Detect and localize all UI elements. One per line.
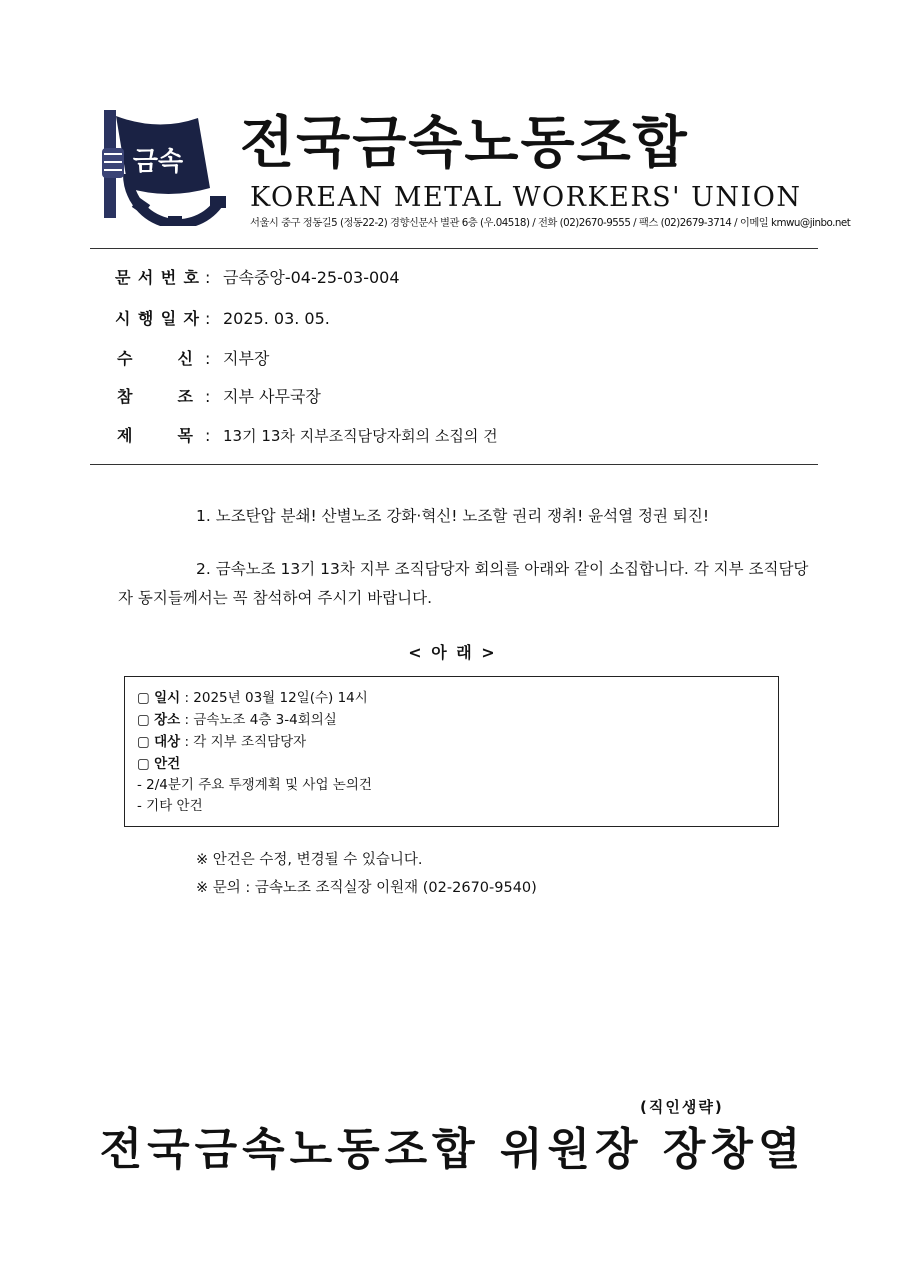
agenda-item: - 2/4분기 주요 투쟁계획 및 사업 논의건 <box>137 777 372 793</box>
checkbox-icon: ▢ <box>137 734 150 750</box>
detail-label: 장소 <box>154 712 181 728</box>
paragraph-1: 1. 노조탄압 분쇄! 산별노조 강화·혁신! 노조할 권리 쟁취! 윤석열 정권 퇴진! <box>196 507 710 525</box>
checkbox-icon: ▢ <box>137 712 150 728</box>
header-rule-top <box>90 248 818 249</box>
note-2: ※ 문의 : 금속노조 조직실장 이원재 (02-2670-9540) <box>196 880 537 896</box>
detail-value: : 금속노조 4층 3-4회의실 <box>180 712 337 728</box>
field-colon: : <box>205 309 211 328</box>
org-name-korean: 전국금속노동조합 <box>240 111 689 176</box>
seal-omitted-note: (직인생략) <box>640 1098 724 1116</box>
detail-agenda <box>137 754 180 774</box>
paragraph-2-line-1: 2. 금속노조 13기 13차 지부 조직담당자 회의를 아래와 같이 소집합니다. 각 지부 조직담당 <box>196 560 809 578</box>
union-logo <box>98 104 234 226</box>
field-label: 수 신 <box>117 349 193 368</box>
detail-date <box>137 688 368 708</box>
field-recipient <box>115 348 269 370</box>
field-value: 금속중앙-04-25-03-004 <box>223 268 400 287</box>
detail-label: 대상 <box>154 734 181 750</box>
field-subject <box>115 425 498 447</box>
field-value: 지부 사무국장 <box>223 387 321 406</box>
signature-line: 전국금속노동조합 위원장 장창열 <box>99 1124 806 1175</box>
detail-value: : 2025년 03월 12일(수) 14시 <box>180 690 368 706</box>
agenda-item: - 기타 안건 <box>137 798 203 814</box>
paragraph-2-line-2: 자 동지들께서는 꼭 참석하여 주시기 바랍니다. <box>118 589 433 607</box>
note-1: ※ 안건은 수정, 변경될 수 있습니다. <box>196 852 423 868</box>
section-title: < 아 래 > <box>408 643 497 662</box>
detail-target <box>137 732 306 752</box>
field-label: 참 조 <box>117 387 193 406</box>
org-name-english: KOREAN METAL WORKERS' UNION <box>250 182 802 213</box>
header-rule-bottom <box>90 464 818 465</box>
field-colon: : <box>205 268 211 287</box>
checkbox-icon: ▢ <box>137 756 150 772</box>
checkbox-icon: ▢ <box>137 690 150 706</box>
field-issue-date <box>115 308 330 330</box>
detail-value: : 각 지부 조직담당자 <box>180 734 307 750</box>
field-document-number <box>115 267 400 289</box>
field-reference <box>115 386 321 408</box>
detail-label: 안건 <box>154 756 181 772</box>
field-value: 지부장 <box>223 349 270 368</box>
logo-text: 금속 <box>132 147 184 177</box>
org-address: 서울시 중구 정동길5 (정동22-2) 경향신문사 별관 6층 (우.04518) / 전화 (02)2670-9555 / 팩스 (02)2679-3714 / 이메일 kmwu@jinbo.net <box>250 217 851 229</box>
field-label: 시 행 일 자 <box>115 309 199 328</box>
field-colon: : <box>205 387 211 406</box>
detail-label: 일시 <box>154 690 181 706</box>
field-label: 문 서 번 호 <box>115 268 199 287</box>
field-value: 2025. 03. 05. <box>223 309 330 328</box>
field-label: 제 목 <box>117 426 193 445</box>
field-value: 13기 13차 지부조직담당자회의 소집의 건 <box>223 427 498 445</box>
detail-place <box>137 710 337 730</box>
union-logo-graphic <box>98 104 234 226</box>
field-colon: : <box>205 426 211 445</box>
field-colon: : <box>205 349 211 368</box>
